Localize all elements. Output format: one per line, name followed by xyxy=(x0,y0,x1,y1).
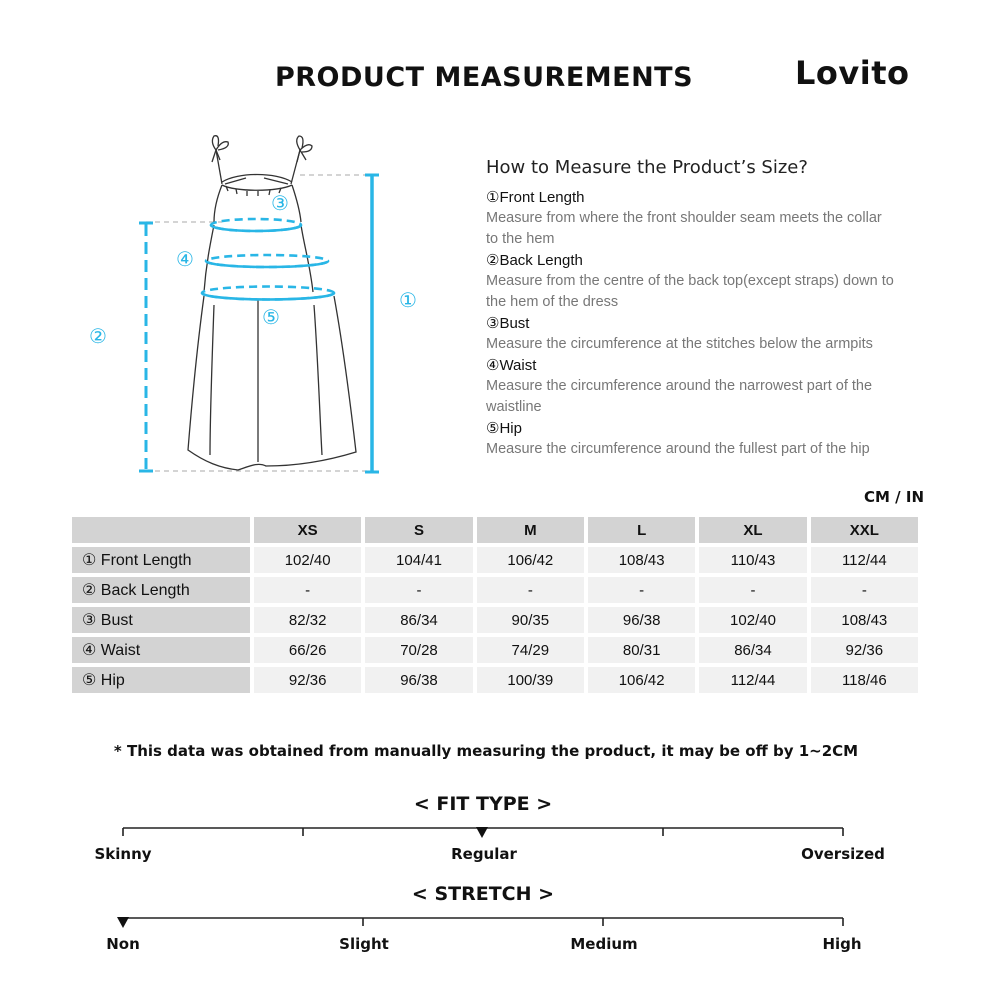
table-cell: 118/46 xyxy=(811,667,918,693)
table-cell: - xyxy=(365,577,472,603)
fit-selected-marker-icon xyxy=(476,827,488,838)
stretch-label-high: High xyxy=(822,935,862,953)
guide-item-label: ③Bust xyxy=(486,315,530,332)
table-cell: 102/40 xyxy=(699,607,806,633)
table-cell: 106/42 xyxy=(477,547,584,573)
table-cell: 92/36 xyxy=(254,667,361,693)
size-header: XS xyxy=(254,517,361,543)
table-cell: - xyxy=(588,577,695,603)
table-cell: 82/32 xyxy=(254,607,361,633)
stretch-label-medium: Medium xyxy=(570,935,638,953)
fit-label-oversized: Oversized xyxy=(801,845,885,863)
fit-type-title: < FIT TYPE > xyxy=(413,793,553,815)
table-cell: 80/31 xyxy=(588,637,695,663)
table-cell: 96/38 xyxy=(588,607,695,633)
size-header: L xyxy=(588,517,695,543)
guide-item-front-length xyxy=(486,187,926,250)
guide-item-label: ②Back Length xyxy=(486,252,583,269)
table-cell: - xyxy=(254,577,361,603)
guide-item-bust xyxy=(486,313,926,355)
marker-waist: ④ xyxy=(176,247,194,271)
guide-item-desc: the hem of the dress xyxy=(486,294,619,310)
brand-logo: Lovito xyxy=(795,54,910,92)
page-title: PRODUCT MEASUREMENTS xyxy=(274,62,694,93)
dress-straps xyxy=(212,136,312,184)
table-cell: 104/41 xyxy=(365,547,472,573)
guide-item-desc: to the hem xyxy=(486,231,555,247)
table-cell: 102/40 xyxy=(254,547,361,573)
row-label: ⑤ Hip xyxy=(72,667,250,693)
guide-item-desc: Measure from where the front shoulder seam meets the collar xyxy=(486,210,882,226)
size-header: M xyxy=(477,517,584,543)
table-cell: 110/43 xyxy=(699,547,806,573)
table-row xyxy=(72,667,918,693)
table-cell: 70/28 xyxy=(365,637,472,663)
table-cell: 74/29 xyxy=(477,637,584,663)
guide-item-back-length xyxy=(486,250,926,313)
row-label: ③ Bust xyxy=(72,607,250,633)
row-label: ② Back Length xyxy=(72,577,250,603)
table-cell: 86/34 xyxy=(699,637,806,663)
unit-label: CM / IN xyxy=(864,488,924,506)
table-cell: 86/34 xyxy=(365,607,472,633)
table-cell: 100/39 xyxy=(477,667,584,693)
row-label: ① Front Length xyxy=(72,547,250,573)
table-cell: - xyxy=(811,577,918,603)
guide-item-desc: waistline xyxy=(486,399,542,415)
marker-bust: ③ xyxy=(271,191,289,215)
guide-item-desc: Measure from the centre of the back top(except straps) down to xyxy=(486,273,894,289)
fit-label-skinny: Skinny xyxy=(94,845,152,863)
dress-measurement-diagram xyxy=(0,0,480,490)
guide-item-desc: Measure the circumference at the stitches below the armpits xyxy=(486,336,873,352)
marker-back-length: ② xyxy=(89,324,107,348)
table-cell: 112/44 xyxy=(811,547,918,573)
size-table-header xyxy=(72,517,918,543)
table-cell: 96/38 xyxy=(365,667,472,693)
table-cell: 108/43 xyxy=(588,547,695,573)
table-row xyxy=(72,637,918,663)
stretch-label-slight: Slight xyxy=(339,935,389,953)
table-cell: 92/36 xyxy=(811,637,918,663)
header-corner-cell xyxy=(72,517,250,543)
size-header: XL xyxy=(699,517,806,543)
fit-label-regular: Regular xyxy=(451,845,517,863)
table-row xyxy=(72,607,918,633)
row-label: ④ Waist xyxy=(72,637,250,663)
stretch-scale xyxy=(0,905,1000,935)
table-cell: 90/35 xyxy=(477,607,584,633)
table-cell: 66/26 xyxy=(254,637,361,663)
table-cell: 112/44 xyxy=(699,667,806,693)
measure-guide-title: How to Measure the Product’s Size? xyxy=(486,157,808,178)
measurement-note: * This data was obtained from manually measuring the product, it may be off by 1~2CM xyxy=(113,742,859,760)
marker-hip: ⑤ xyxy=(262,305,280,329)
guide-item-label: ⑤Hip xyxy=(486,420,522,437)
table-cell: - xyxy=(699,577,806,603)
table-row xyxy=(72,547,918,573)
guide-item-desc: Measure the circumference around the fullest part of the hip xyxy=(486,441,870,457)
size-header: S xyxy=(365,517,472,543)
guide-item-waist xyxy=(486,355,926,418)
marker-front-length: ① xyxy=(399,288,417,312)
table-row xyxy=(72,577,918,603)
guide-item-label: ④Waist xyxy=(486,357,537,374)
table-cell: 106/42 xyxy=(588,667,695,693)
measure-guide xyxy=(486,187,926,460)
guide-item-label: ①Front Length xyxy=(486,189,585,206)
stretch-selected-marker-icon xyxy=(117,917,129,928)
stretch-title: < STRETCH > xyxy=(411,883,555,905)
table-cell: 108/43 xyxy=(811,607,918,633)
stretch-label-non: Non xyxy=(106,935,140,953)
size-header: XXL xyxy=(811,517,918,543)
guide-item-desc: Measure the circumference around the narrowest part of the xyxy=(486,378,873,394)
fit-type-scale xyxy=(0,815,1000,845)
table-cell: - xyxy=(477,577,584,603)
size-table xyxy=(68,513,922,697)
guide-item-hip xyxy=(486,418,926,460)
